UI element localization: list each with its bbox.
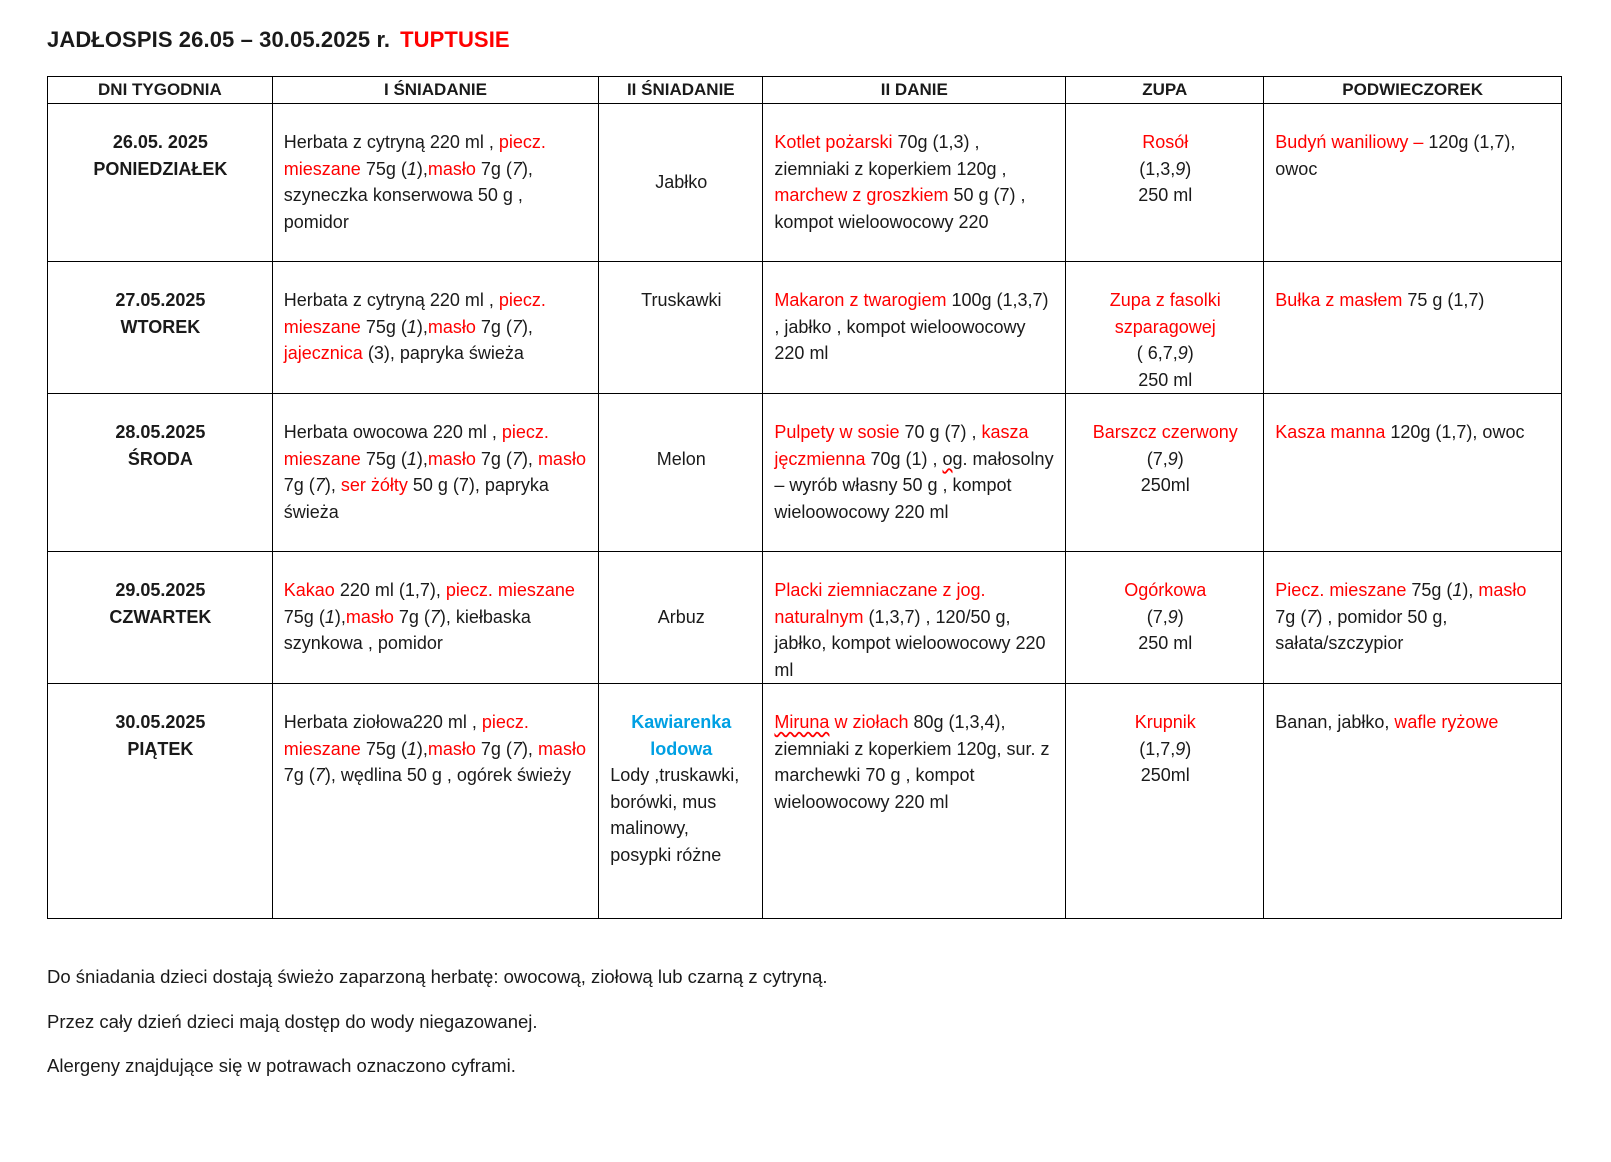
table-row bbox=[48, 104, 1562, 262]
soup-cell bbox=[1066, 552, 1264, 684]
cell-text-segment: Zupa z fasolki szparagowej bbox=[1109, 290, 1221, 337]
cell-text-segment: (7, bbox=[1146, 448, 1168, 469]
cell-text-segment: (7, bbox=[1146, 606, 1168, 627]
cell-text-segment: 1 bbox=[406, 158, 417, 179]
cell-text-segment: 9 bbox=[1177, 343, 1188, 363]
second-breakfast-cell bbox=[599, 394, 763, 552]
cell-text-segment: ), bbox=[324, 475, 341, 495]
cell-text-segment: masło bbox=[1478, 580, 1527, 600]
cell-text-segment: Herbata owocowa 220 ml , bbox=[283, 422, 502, 442]
cell-text-segment: piecz. mieszane bbox=[445, 580, 575, 600]
cell-text-segment: Budyń waniliowy – bbox=[1275, 132, 1424, 152]
breakfast-cell bbox=[272, 104, 598, 262]
day-cell bbox=[48, 104, 273, 262]
breakfast-cell bbox=[272, 262, 598, 394]
cell-text-segment: masło bbox=[345, 606, 394, 627]
cell-text-segment: Kakao bbox=[283, 580, 335, 600]
cell-text-segment: 1 bbox=[406, 738, 417, 759]
cell-text-segment: 75 g (1,7) bbox=[1402, 290, 1485, 310]
cell-text-segment: Arbuz bbox=[657, 607, 705, 627]
cell-text-segment: jajecznica bbox=[283, 343, 363, 363]
cell-text-segment: Herbata z cytryną 220 ml , bbox=[283, 132, 499, 152]
cell-text-segment: marchew z groszkiem bbox=[774, 185, 949, 205]
cell-text-segment: 75g ( bbox=[1406, 580, 1453, 600]
day-cell bbox=[48, 684, 273, 919]
cell-text-segment: Truskawki bbox=[641, 290, 722, 310]
second-breakfast-cell bbox=[599, 262, 763, 394]
main-dish-cell bbox=[763, 684, 1066, 919]
column-header-second-breakfast: II ŚNIADANIE bbox=[599, 77, 763, 104]
day-cell bbox=[48, 394, 273, 552]
cell-text-segment: 7 bbox=[1306, 606, 1317, 627]
cell-text-segment: 7g ( bbox=[393, 606, 430, 627]
cell-text-segment: wafle ryżowe bbox=[1394, 712, 1499, 732]
main-dish-cell bbox=[763, 552, 1066, 684]
cell-text-segment: 50 g (7) , kompot wieloowocowy 220 bbox=[774, 185, 1026, 232]
cell-text-segment: Barszcz czerwony bbox=[1092, 422, 1238, 442]
cell-text-segment: 75g ( bbox=[360, 448, 407, 469]
cell-text-segment: ( 6,7, bbox=[1136, 343, 1178, 363]
cell-text-segment: 250 ml bbox=[1138, 633, 1193, 653]
cell-text-segment: 70g (1,3) , ziemniaki z koperkiem 120g , bbox=[774, 132, 1007, 179]
cell-text-segment: Pulpety w sosie bbox=[774, 422, 900, 442]
cell-text-segment: 1 bbox=[324, 606, 335, 627]
snack-cell bbox=[1264, 684, 1562, 919]
cell-text-segment: 7g ( bbox=[475, 448, 512, 469]
cell-text-segment: w ziołach bbox=[829, 712, 909, 732]
cell-text-segment: Herbata ziołowa220 ml , bbox=[283, 712, 482, 732]
cell-text-segment: (3), papryka świeża bbox=[362, 343, 524, 363]
table-row bbox=[48, 394, 1562, 552]
cell-text-segment: ), bbox=[416, 448, 428, 469]
table-row bbox=[48, 552, 1562, 684]
main-dish-cell bbox=[763, 104, 1066, 262]
cell-text-segment: 7g ( bbox=[475, 738, 512, 759]
snack-cell bbox=[1264, 394, 1562, 552]
cell-text-segment: 9 bbox=[1175, 738, 1186, 759]
cell-text-segment: 7 bbox=[511, 448, 522, 469]
day-name: PIĄTEK bbox=[127, 738, 194, 759]
main-dish-cell bbox=[763, 394, 1066, 552]
cell-text-segment: ), bbox=[416, 158, 428, 179]
snack-cell bbox=[1264, 104, 1562, 262]
cell-text-segment: ), bbox=[521, 316, 533, 337]
soup-cell bbox=[1066, 104, 1264, 262]
cell-text-segment: 250ml bbox=[1140, 765, 1190, 785]
soup-cell bbox=[1066, 262, 1264, 394]
cell-text-segment: Herbata z cytryną 220 ml , bbox=[283, 290, 499, 310]
cell-text-segment: Kotlet pożarski bbox=[774, 132, 893, 152]
cell-text-segment: Ogórkowa bbox=[1124, 580, 1207, 600]
cell-text-segment: 120g (1,7), owoc bbox=[1275, 132, 1516, 179]
cell-text-segment: 250 ml bbox=[1138, 185, 1193, 205]
snack-cell bbox=[1264, 552, 1562, 684]
cell-text-segment: 7 bbox=[429, 606, 440, 627]
cell-text-segment: 7 bbox=[511, 158, 522, 179]
day-cell bbox=[48, 552, 273, 684]
snack-cell bbox=[1264, 262, 1562, 394]
cell-text-segment: 70g (1) , bbox=[865, 448, 943, 469]
cell-text-segment: Krupnik bbox=[1134, 712, 1196, 732]
cell-text-segment: (1,3,7) , 120/50 g, jabłko, kompot wieloowocowy 220 ml bbox=[774, 606, 1046, 680]
cell-text-segment: Banan, jabłko, bbox=[1275, 712, 1395, 732]
column-header-breakfast: I ŚNIADANIE bbox=[272, 77, 598, 104]
table-row bbox=[48, 262, 1562, 394]
cell-text-segment: 1 bbox=[1452, 580, 1463, 600]
cell-text-segment: ), szyneczka konserwowa 50 g , pomidor bbox=[283, 158, 533, 232]
cell-text-segment: (1,3, bbox=[1139, 158, 1176, 179]
cell-text-segment: piecz. mieszane bbox=[283, 132, 546, 179]
cell-text-segment: Makaron z twarogiem bbox=[774, 290, 947, 310]
cell-text-segment: (1,7, bbox=[1139, 738, 1176, 759]
breakfast-cell bbox=[272, 552, 598, 684]
note-allergens: Alergeny znajdujące się w potrawach oznaczono cyframi. bbox=[47, 1055, 516, 1076]
cell-text-segment: 75g ( bbox=[283, 606, 325, 627]
day-date: 28.05.2025 bbox=[115, 422, 206, 442]
day-name: WTOREK bbox=[120, 316, 201, 337]
cell-text-segment: 50 g (7), papryka świeża bbox=[283, 475, 549, 522]
cell-text-segment: piecz. mieszane bbox=[283, 290, 546, 337]
table-row bbox=[48, 684, 1562, 919]
cell-text-segment: 7 bbox=[511, 316, 522, 337]
cell-text-segment: 100g (1,3,7) , jabłko , kompot wieloowocowy 220 ml bbox=[774, 290, 1049, 363]
cell-text-segment: ), kiełbaska szynkowa , pomidor bbox=[283, 606, 531, 653]
soup-cell bbox=[1066, 684, 1264, 919]
cell-text-segment: 9 bbox=[1175, 158, 1186, 179]
day-date: 27.05.2025 bbox=[115, 290, 206, 310]
cell-text-segment: masło bbox=[427, 738, 476, 759]
cell-text-segment: og bbox=[942, 448, 963, 469]
cell-text-segment: ), bbox=[334, 606, 346, 627]
cell-text-segment: 7g ( bbox=[475, 158, 512, 179]
title-text: JADŁOSPIS 26.05 – 30.05.2025 r. bbox=[47, 27, 391, 52]
second-breakfast-cell bbox=[599, 684, 763, 919]
cell-text-segment: 7g ( bbox=[475, 316, 512, 337]
cell-text-segment: 80g (1,3,4), ziemniaki z koperkiem 120g, sur. z marchewki 70 g , kompot wieloowocowy 220 ml bbox=[774, 712, 1050, 812]
cell-text-segment: 7 bbox=[314, 765, 325, 785]
column-header-days: DNI TYGODNIA bbox=[48, 77, 273, 104]
cell-text-segment: masło bbox=[537, 738, 586, 759]
cell-text-segment: Melon bbox=[656, 449, 706, 469]
soup-cell bbox=[1066, 394, 1264, 552]
page-title bbox=[47, 27, 510, 53]
cell-text-segment: 75g ( bbox=[360, 316, 407, 337]
cell-text-segment: ) bbox=[1177, 448, 1184, 469]
column-header-main-dish: II DANIE bbox=[763, 77, 1066, 104]
cell-text-segment: 7g ( bbox=[283, 765, 315, 785]
cell-text-segment: 70 g (7) , bbox=[899, 422, 982, 442]
cell-text-segment: ), bbox=[416, 316, 428, 337]
cell-text-segment: 7 bbox=[314, 475, 325, 495]
breakfast-cell bbox=[272, 684, 598, 919]
cell-text-segment: . małosolny – wyrób własny 50 g , kompot wieloowocowy 220 ml bbox=[774, 448, 1054, 522]
cell-text-segment: Kasza manna bbox=[1275, 422, 1386, 442]
cell-text-segment: 75g ( bbox=[360, 738, 407, 759]
cell-text-segment: piecz. mieszane bbox=[283, 422, 549, 469]
cell-text-segment: ), bbox=[521, 738, 538, 759]
cell-text-segment: ser żółty bbox=[340, 475, 408, 495]
column-header-soup: ZUPA bbox=[1066, 77, 1264, 104]
day-date: 30.05.2025 bbox=[115, 712, 206, 732]
cell-text-segment: ) bbox=[1187, 343, 1194, 363]
day-name: PONIEDZIAŁEK bbox=[93, 158, 228, 179]
cell-text-segment: kasza jęczmienna bbox=[774, 422, 1029, 469]
cell-text-segment: Kawiarenka lodowa bbox=[631, 712, 732, 759]
cell-text-segment: 9 bbox=[1167, 606, 1178, 627]
group-name: TUPTUSIE bbox=[400, 27, 510, 52]
cell-text-segment: ) bbox=[1185, 158, 1192, 179]
cell-text-segment: 120g (1,7), owoc bbox=[1385, 422, 1525, 442]
cell-text-segment: Rosół bbox=[1142, 132, 1189, 152]
note-water: Przez cały dzień dzieci mają dostęp do wody niegazowanej. bbox=[47, 1011, 538, 1032]
cell-text-segment: masło bbox=[427, 158, 476, 179]
cell-text-segment: Placki ziemniaczane z jog. naturalnym bbox=[774, 580, 986, 627]
column-header-snack: PODWIECZOREK bbox=[1264, 77, 1562, 104]
cell-text-segment: 250 ml bbox=[1138, 369, 1193, 390]
cell-text-segment: ) , pomidor 50 g, sałata/szczypior bbox=[1275, 606, 1448, 653]
cell-text-segment: piecz. mieszane bbox=[283, 712, 529, 759]
main-dish-cell bbox=[763, 262, 1066, 394]
cell-text-segment: ), wędlina 50 g , ogórek świeży bbox=[324, 765, 571, 785]
menu-table bbox=[47, 76, 1562, 919]
cell-text-segment: 7 bbox=[511, 738, 522, 759]
cell-text-segment: 1 bbox=[406, 316, 417, 337]
cell-text-segment: 9 bbox=[1167, 448, 1178, 469]
cell-text-segment: Jabłko bbox=[655, 172, 708, 193]
cell-text-segment: 220 ml (1,7), bbox=[334, 580, 446, 600]
day-name: ŚRODA bbox=[127, 448, 193, 469]
cell-text-segment: 7g ( bbox=[283, 475, 315, 495]
cell-text-segment: 1 bbox=[406, 448, 417, 469]
cell-text-segment: 250ml bbox=[1140, 475, 1190, 495]
cell-text-segment: ), bbox=[1462, 580, 1479, 600]
cell-text-segment: Lody ,truskawki, borówki, mus malinowy, posypki różne bbox=[610, 765, 740, 865]
header-row bbox=[48, 77, 1562, 104]
breakfast-cell bbox=[272, 394, 598, 552]
cell-text-segment: Bułka z masłem bbox=[1275, 290, 1403, 310]
cell-text-segment: ), bbox=[416, 738, 428, 759]
second-breakfast-cell bbox=[599, 104, 763, 262]
second-breakfast-cell bbox=[599, 552, 763, 684]
cell-text-segment: masło bbox=[427, 448, 476, 469]
cell-text-segment: ), bbox=[521, 448, 538, 469]
cell-text-segment: masło bbox=[427, 316, 476, 337]
note-tea: Do śniadania dzieci dostają świeżo zaparzoną herbatę: owocową, ziołową lub czarną z cytryną. bbox=[47, 966, 828, 987]
cell-text-segment: 7g ( bbox=[1275, 606, 1307, 627]
day-name: CZWARTEK bbox=[109, 606, 212, 627]
cell-text-segment: 75g ( bbox=[360, 158, 407, 179]
day-date: 26.05. 2025 bbox=[112, 132, 208, 152]
cell-text-segment: Miruna bbox=[774, 712, 830, 732]
cell-text-segment: ) bbox=[1185, 738, 1192, 759]
day-date: 29.05.2025 bbox=[115, 580, 206, 600]
cell-text-segment: masło bbox=[537, 448, 586, 469]
cell-text-segment: Piecz. mieszane bbox=[1275, 580, 1407, 600]
day-cell bbox=[48, 262, 273, 394]
cell-text-segment: ) bbox=[1177, 606, 1184, 627]
